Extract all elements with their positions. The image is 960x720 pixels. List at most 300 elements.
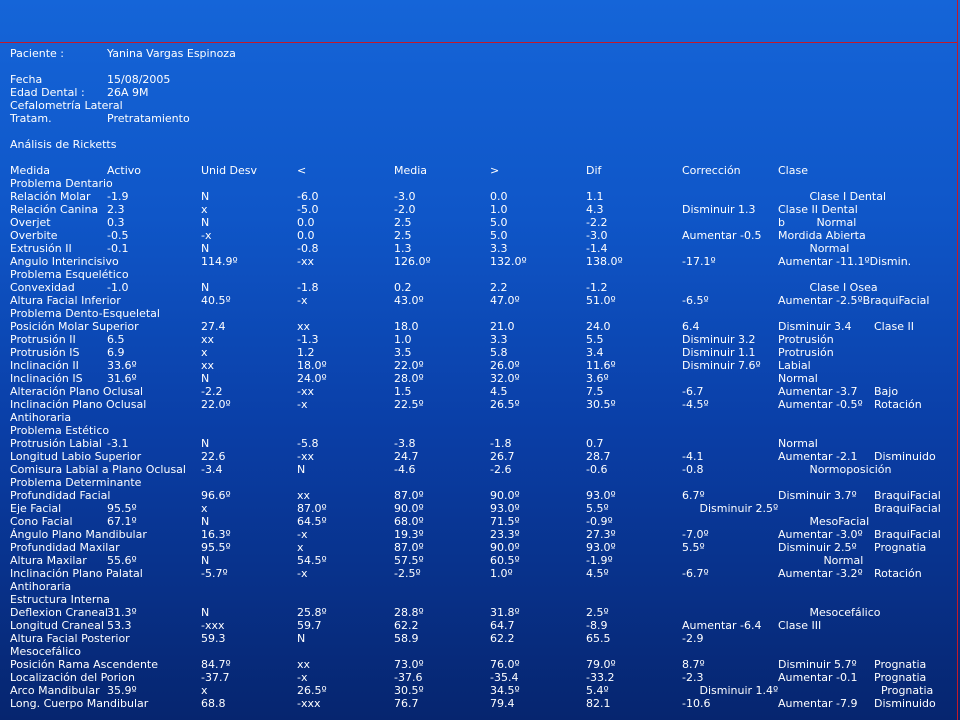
table-cell: 90.0º	[394, 502, 424, 515]
table-cell: Disminuir 3.4	[778, 320, 852, 333]
table-cell: -2.5º	[394, 567, 421, 580]
table-cell: BraquiFacial	[874, 489, 941, 502]
table-cell: -2.6	[490, 463, 512, 476]
table-cell: 68.8	[201, 697, 226, 710]
table-cell: -2.0	[394, 203, 416, 216]
table-cell: Disminuir 1.4º	[682, 684, 779, 697]
table-cell: -4.6	[394, 463, 416, 476]
table-cell: Mesocefálico	[778, 606, 881, 619]
table-row	[10, 697, 955, 710]
cephalometry-type: Cefalometría Lateral	[10, 99, 123, 112]
table-row	[10, 541, 955, 554]
table-cell: 5.0	[490, 229, 508, 242]
column-header: Unid Desv	[201, 164, 258, 177]
patient-row	[10, 47, 955, 60]
table-cell: 84.7º	[201, 658, 231, 671]
table-cell: 27.3º	[586, 528, 616, 541]
table-cell: 22.0º	[394, 359, 424, 372]
table-cell: 23.3º	[490, 528, 520, 541]
table-cell: Aumentar -11.1ºDismin.	[778, 255, 912, 268]
table-cell: Bajo	[874, 385, 899, 398]
top-border	[0, 0, 958, 43]
table-cell: 31.6º	[107, 372, 137, 385]
table-cell: x	[201, 684, 208, 697]
table-cell: 62.2	[490, 632, 515, 645]
table-cell: Problema Estético	[10, 424, 110, 437]
table-cell: Problema Dentario	[10, 177, 113, 190]
table-row	[10, 346, 955, 359]
table-header	[10, 164, 955, 177]
table-cell: -2.2	[586, 216, 608, 229]
table-cell: 5.5º	[682, 541, 705, 554]
table-cell: -3.1	[107, 437, 129, 450]
table-cell: -xx	[297, 255, 314, 268]
table-cell: N	[201, 242, 210, 255]
table-cell: Protrusión Labial	[10, 437, 102, 450]
table-cell: 93.0º	[586, 541, 616, 554]
table-cell: 90.0º	[490, 489, 520, 502]
table-cell: 26.0º	[490, 359, 520, 372]
table-cell: Mordida Abierta	[778, 229, 866, 242]
analysis-row	[10, 138, 955, 151]
table-cell: Rotación	[874, 398, 922, 411]
table-cell: -2.2	[201, 385, 223, 398]
column-header: <	[297, 164, 307, 177]
table-cell: Relación Canina	[10, 203, 99, 216]
table-cell: Aumentar -2.5ºBraquiFacial	[778, 294, 930, 307]
table-cell: 58.9	[394, 632, 419, 645]
table-cell: Aumentar -3.7	[778, 385, 858, 398]
table-cell: 71.5º	[490, 515, 520, 528]
cephalometry-row	[10, 99, 955, 112]
table-cell: Disminuir 1.3	[682, 203, 756, 216]
table-cell: 6.4	[682, 320, 700, 333]
table-cell: -5.8	[297, 437, 319, 450]
table-cell: 64.5º	[297, 515, 327, 528]
analysis-title: Análisis de Ricketts	[10, 138, 117, 151]
table-cell: 54.5º	[297, 554, 327, 567]
dental-age-value: 26A 9M	[107, 86, 149, 99]
patient-name: Yanina Vargas Espinoza	[107, 47, 236, 60]
table-cell: x	[201, 203, 208, 216]
table-cell: Aumentar -0.5	[682, 229, 762, 242]
table-cell: -3.0	[586, 229, 608, 242]
table-cell: 87.0º	[297, 502, 327, 515]
table-cell: Overjet	[10, 216, 51, 229]
table-row	[10, 177, 955, 190]
table-cell: 64.7	[490, 619, 515, 632]
table-cell: -xx	[297, 450, 314, 463]
table-cell: 87.0º	[394, 541, 424, 554]
table-cell: 0.3	[107, 216, 125, 229]
table-cell: Extrusión II	[10, 242, 72, 255]
table-cell: 27.4	[201, 320, 226, 333]
table-cell: Protrusión	[778, 346, 834, 359]
table-cell: Normal	[778, 242, 850, 255]
table-cell: Eje Facial	[10, 502, 62, 515]
table-cell: 90.0º	[490, 541, 520, 554]
table-row	[10, 242, 955, 255]
table-cell: -37.7	[201, 671, 230, 684]
table-cell: xx	[297, 320, 311, 333]
table-cell: MesoFacial	[778, 515, 870, 528]
table-cell: Inclinación Plano Palatal	[10, 567, 143, 580]
spacer	[10, 60, 955, 73]
table-cell: Mesocefálico	[10, 645, 82, 658]
table-cell: 1.2	[297, 346, 315, 359]
date-row	[10, 73, 955, 86]
table-row	[10, 502, 955, 515]
table-cell: Prognatia	[874, 658, 927, 671]
table-cell: 26.7	[490, 450, 515, 463]
table-cell: Altura Facial Posterior	[10, 632, 130, 645]
table-cell: Aumentar -6.4	[682, 619, 762, 632]
table-cell: 33.6º	[107, 359, 137, 372]
table-cell: -4.5º	[682, 398, 709, 411]
table-cell: -6.0	[297, 190, 319, 203]
table-cell: 1.0	[394, 333, 412, 346]
table-cell: Ángulo Plano Mandibular	[10, 528, 147, 541]
table-cell: 1.0º	[490, 567, 513, 580]
table-cell: -35.4	[490, 671, 519, 684]
table-cell: 21.0	[490, 320, 515, 333]
table-cell: 25.8º	[297, 606, 327, 619]
table-cell: -4.1	[682, 450, 704, 463]
table-cell: 87.0º	[394, 489, 424, 502]
table-cell: -7.0º	[682, 528, 709, 541]
treatment-value: Pretratamiento	[107, 112, 190, 125]
table-row	[10, 320, 955, 333]
table-cell: -2.3	[682, 671, 704, 684]
table-row	[10, 515, 955, 528]
table-cell: 65.5	[586, 632, 611, 645]
table-row	[10, 203, 955, 216]
table-cell: -5.7º	[201, 567, 228, 580]
table-cell: Estructura Interna	[10, 593, 110, 606]
treatment-label: Tratam.	[10, 112, 52, 125]
date-label: Fecha	[10, 73, 43, 86]
table-cell: N	[201, 515, 210, 528]
column-header: Dif	[586, 164, 602, 177]
table-cell: -2.9	[682, 632, 704, 645]
table-cell: BraquiFacial	[874, 528, 941, 541]
table-cell: 114.9º	[201, 255, 238, 268]
table-row	[10, 450, 955, 463]
table-cell: 8.7º	[682, 658, 705, 671]
table-row	[10, 398, 955, 411]
patient-label: Paciente :	[10, 47, 65, 60]
table-cell: 3.5	[394, 346, 412, 359]
table-cell: Protrusión II	[10, 333, 76, 346]
table-cell: 31.3º	[107, 606, 137, 619]
table-cell: 24.0º	[297, 372, 327, 385]
table-cell: -37.6	[394, 671, 423, 684]
table-cell: 4.5	[490, 385, 508, 398]
table-cell: 30.5º	[394, 684, 424, 697]
cephalometry-report	[10, 47, 955, 710]
table-cell: 126.0º	[394, 255, 431, 268]
table-cell: Altura Facial Inferior	[10, 294, 121, 307]
table-cell: 138.0º	[586, 255, 623, 268]
table-cell: x	[201, 502, 208, 515]
table-cell: Disminuir 2.5º	[682, 502, 779, 515]
table-cell: 59.3	[201, 632, 226, 645]
table-cell: -33.2	[586, 671, 615, 684]
table-cell: N	[201, 437, 210, 450]
table-cell: -0.8	[297, 242, 319, 255]
table-cell: Problema Esquelético	[10, 268, 129, 281]
table-cell: N	[297, 463, 306, 476]
table-cell: -6.7º	[682, 567, 709, 580]
table-row	[10, 424, 955, 437]
table-cell: -x	[297, 294, 308, 307]
table-row	[10, 229, 955, 242]
table-cell: 0.0	[297, 216, 315, 229]
table-cell: -1.8	[490, 437, 512, 450]
table-cell: 73.0º	[394, 658, 424, 671]
table-cell: Clase II Dental	[778, 203, 858, 216]
table-cell: N	[201, 190, 210, 203]
table-row	[10, 658, 955, 671]
table-cell: 22.5º	[394, 398, 424, 411]
column-header: Media	[394, 164, 428, 177]
column-header: >	[490, 164, 500, 177]
table-cell: 35.9º	[107, 684, 137, 697]
table-cell: 2.3	[107, 203, 125, 216]
table-row	[10, 307, 955, 320]
table-cell: 55.6º	[107, 554, 137, 567]
table-cell: BraquiFacial	[874, 502, 941, 515]
table-cell: 6.9	[107, 346, 125, 359]
table-cell: 31.8º	[490, 606, 520, 619]
table-cell: Disminuir 3.7º	[778, 489, 857, 502]
dental-age-row	[10, 86, 955, 99]
table-cell: 95.5º	[107, 502, 137, 515]
table-row	[10, 554, 955, 567]
table-cell: -8.9	[586, 619, 608, 632]
table-cell: 76.7	[394, 697, 419, 710]
table-cell: Aumentar -0.5º	[778, 398, 863, 411]
table-cell: Aumentar -3.0º	[778, 528, 863, 541]
table-cell: 2.5	[394, 229, 412, 242]
table-cell: 32.0º	[490, 372, 520, 385]
table-cell: -x	[297, 528, 308, 541]
table-cell: -6.5º	[682, 294, 709, 307]
table-cell: Disminuir 5.7º	[778, 658, 857, 671]
table-row	[10, 281, 955, 294]
table-cell: Convexidad	[10, 281, 75, 294]
column-header: Corrección	[682, 164, 741, 177]
table-cell: -0.6	[586, 463, 608, 476]
table-cell: Aumentar -7.9	[778, 697, 858, 710]
table-cell: N	[201, 372, 210, 385]
table-cell: 79.4	[490, 697, 515, 710]
table-cell: 6.5	[107, 333, 125, 346]
table-cell: -1.9º	[586, 554, 613, 567]
table-cell: Antihoraria	[10, 580, 72, 593]
table-cell: Disminuido	[874, 450, 936, 463]
table-row	[10, 645, 955, 658]
table-cell: Aumentar -0.1	[778, 671, 858, 684]
table-cell: Cono Facial	[10, 515, 73, 528]
table-cell: 5.5º	[586, 502, 609, 515]
table-cell: -xxx	[297, 697, 321, 710]
table-cell: xx	[201, 333, 215, 346]
table-cell: -17.1º	[682, 255, 716, 268]
table-cell: Problema Determinante	[10, 476, 142, 489]
table-row	[10, 372, 955, 385]
table-cell: -1.4	[586, 242, 608, 255]
table-row	[10, 294, 955, 307]
table-cell: 3.3	[490, 242, 508, 255]
table-cell: 47.0º	[490, 294, 520, 307]
table-cell: 82.1	[586, 697, 611, 710]
table-cell: 26.5º	[490, 398, 520, 411]
table-row	[10, 489, 955, 502]
table-cell: 5.5	[586, 333, 604, 346]
table-cell: -6.7	[682, 385, 704, 398]
table-row	[10, 463, 955, 476]
table-cell: Protrusión IS	[10, 346, 80, 359]
table-cell: 132.0º	[490, 255, 527, 268]
table-cell: -0.1	[107, 242, 129, 255]
right-border	[957, 0, 958, 720]
table-cell: N	[201, 281, 210, 294]
table-cell: 4.3	[586, 203, 604, 216]
table-cell: -0.9º	[586, 515, 613, 528]
table-cell: -1.9	[107, 190, 129, 203]
dental-age-label: Edad Dental :	[10, 86, 85, 99]
table-cell: Disminuir 1.1	[682, 346, 756, 359]
table-cell: Alteración Plano Oclusal	[10, 385, 144, 398]
table-cell: 0.7	[586, 437, 604, 450]
table-cell: 4.5º	[586, 567, 609, 580]
table-cell: Aumentar -3.2º	[778, 567, 863, 580]
table-cell: 1.1	[586, 190, 604, 203]
table-cell: 7.5	[586, 385, 604, 398]
table-cell: 40.5º	[201, 294, 231, 307]
table-row	[10, 580, 955, 593]
table-cell: -xxx	[201, 619, 225, 632]
table-cell: -3.0	[394, 190, 416, 203]
table-row	[10, 528, 955, 541]
table-cell: -0.8	[682, 463, 704, 476]
table-cell: 30.5º	[586, 398, 616, 411]
table-cell: -1.2	[586, 281, 608, 294]
table-cell: -0.5	[107, 229, 129, 242]
table-cell: N	[201, 606, 210, 619]
spacer	[10, 151, 955, 164]
table-cell: 96.6º	[201, 489, 231, 502]
table-cell: Clase I Dental	[778, 190, 887, 203]
table-cell: Inclinación II	[10, 359, 79, 372]
table-cell: N	[297, 632, 306, 645]
table-cell: Normoposición	[778, 463, 892, 476]
table-cell: 53.3	[107, 619, 132, 632]
table-cell: 67.1º	[107, 515, 137, 528]
column-header: Clase	[778, 164, 808, 177]
table-cell: Longitud Labio Superior	[10, 450, 142, 463]
table-cell: 57.5º	[394, 554, 424, 567]
table-cell: 62.2	[394, 619, 419, 632]
table-cell: -x	[297, 398, 308, 411]
table-row	[10, 684, 955, 697]
table-cell: Clase I Osea	[778, 281, 878, 294]
table-cell: Posición Molar Superior	[10, 320, 139, 333]
table-cell: xx	[297, 489, 311, 502]
treatment-row	[10, 112, 955, 125]
table-row	[10, 671, 955, 684]
table-cell: -1.3	[297, 333, 319, 346]
table-row	[10, 476, 955, 489]
table-cell: N	[201, 554, 210, 567]
table-row	[10, 190, 955, 203]
table-cell: Angulo Interincisivo	[10, 255, 119, 268]
table-cell: Disminuir 2.5º	[778, 541, 857, 554]
table-cell: 18.0	[394, 320, 419, 333]
table-cell: -1.8	[297, 281, 319, 294]
table-row	[10, 216, 955, 229]
spacer	[10, 125, 955, 138]
table-cell: 16.3º	[201, 528, 231, 541]
table-cell: 59.7	[297, 619, 322, 632]
table-cell: Profundidad Maxilar	[10, 541, 120, 554]
table-cell: 24.7	[394, 450, 419, 463]
table-cell: -xx	[297, 385, 314, 398]
table-cell: 28.0º	[394, 372, 424, 385]
table-cell: Aumentar -2.1	[778, 450, 858, 463]
table-cell: Prognatia	[874, 684, 934, 697]
table-cell: Disminuido	[874, 697, 936, 710]
table-cell: 19.3º	[394, 528, 424, 541]
table-cell: 76.0º	[490, 658, 520, 671]
table-row	[10, 268, 955, 281]
table-cell: 6.7º	[682, 489, 705, 502]
table-cell: 2.5º	[586, 606, 609, 619]
table-cell: -3.4	[201, 463, 223, 476]
table-cell: xx	[201, 359, 215, 372]
table-cell: Long. Cuerpo Mandibular	[10, 697, 149, 710]
table-cell: 0.2	[394, 281, 412, 294]
table-cell: Longitud Craneal	[10, 619, 104, 632]
table-cell: 1.3	[394, 242, 412, 255]
table-cell: 43.0º	[394, 294, 424, 307]
table-row	[10, 255, 955, 268]
table-cell: Posición Rama Ascendente	[10, 658, 159, 671]
table-cell: xx	[297, 658, 311, 671]
table-cell: 3.6º	[586, 372, 609, 385]
table-row	[10, 632, 955, 645]
table-row	[10, 333, 955, 346]
table-cell: 11.6º	[586, 359, 616, 372]
table-cell: 95.5º	[201, 541, 231, 554]
table-cell: -5.0	[297, 203, 319, 216]
table-cell: 60.5º	[490, 554, 520, 567]
table-cell: Inclinación IS	[10, 372, 83, 385]
table-cell: 2.5	[394, 216, 412, 229]
table-cell: N	[201, 216, 210, 229]
table-cell: Protrusión	[778, 333, 834, 346]
table-row	[10, 619, 955, 632]
table-cell: Disminuir 3.2	[682, 333, 756, 346]
table-cell: 34.5º	[490, 684, 520, 697]
table-cell: Deflexion Craneal	[10, 606, 108, 619]
table-cell: 18.0º	[297, 359, 327, 372]
table-cell: 22.0º	[201, 398, 231, 411]
table-cell: 0.0	[490, 190, 508, 203]
table-cell: -10.6	[682, 697, 711, 710]
table-cell: Clase II	[874, 320, 914, 333]
